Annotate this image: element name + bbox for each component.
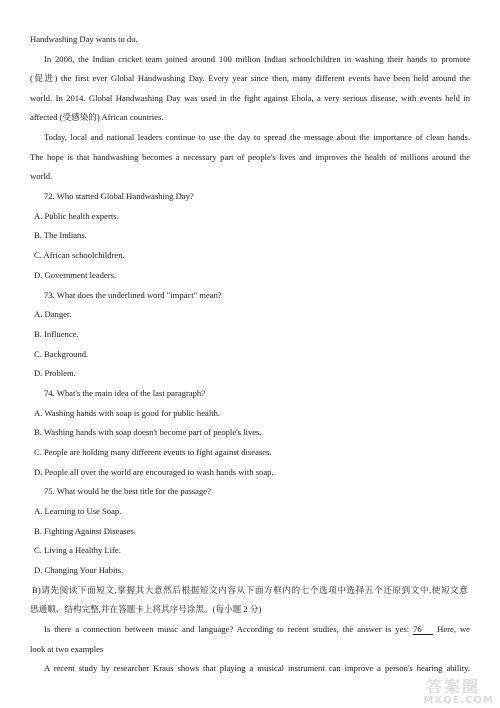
answer-option: C. Living a Healthy Life.	[34, 545, 121, 555]
answer-option: C. Background.	[34, 349, 89, 359]
paragraph-line: look at two examples	[30, 644, 104, 654]
watermark-url: MXQE.COM	[423, 695, 494, 706]
answer-option: C. African schoolchildren.	[34, 250, 125, 260]
paragraph-text: Is there a connection between music and language? According to recent studies, the answer is yes:	[44, 624, 410, 634]
answer-option: A. Learning to Use Soap.	[34, 506, 122, 516]
paragraph-line: The hope is that handwashing becomes a necessary part of people's lives and improves the health of millions around the	[30, 152, 470, 162]
answer-option: D. Government leaders.	[34, 270, 117, 280]
answer-option: D. People all over the world are encouraged to wash hands with soap.	[34, 467, 274, 477]
paragraph-line: In 2008, the Indian cricket team joined around 100 million Indian schoolchildren in washing their hands to promote	[44, 54, 470, 64]
answer-option: B. Influence.	[34, 329, 79, 339]
answer-blank: 76	[413, 624, 433, 635]
paragraph-line: world.	[30, 171, 53, 181]
question-stem: 74. What's the main idea of the last paragraph?	[44, 388, 206, 398]
question-stem: 73. What does the underlined word "impact" mean?	[44, 290, 222, 300]
watermark-text: 答案圈	[425, 677, 480, 696]
paragraph-line	[44, 624, 470, 635]
answer-option: A. Washing hands with soap is good for public health.	[34, 408, 221, 418]
paragraph-line: A recent study by researcher Kraus shows that playing a musical instrument can improve a person's hearing ability.	[44, 663, 470, 673]
paragraph-line: Handwashing Day wants to do.	[30, 34, 138, 44]
answer-option: A. Public health experts.	[34, 211, 119, 221]
answer-option: B. Fighting Against Diseases.	[34, 526, 136, 536]
paragraph-line: Today, local and national leaders continue to use the day to spread the message about the importance of clean hands.	[44, 132, 470, 142]
answer-option: C. People are holding many different events to fight against diseases.	[34, 447, 272, 457]
paragraph-text: Here, we	[437, 624, 470, 634]
answer-option: D. Problem.	[34, 368, 76, 378]
answer-option: B. Washing hands with soap doesn't become part of people's lives.	[34, 427, 262, 437]
section-b-instruction: 思通顺、结构完整,并在答题卡上将其序号涂黑。(每小题 2 分)	[30, 604, 262, 614]
question-stem: 75. What would be the best title for the passage?	[44, 486, 211, 496]
paragraph-line: world. In 2014. Global Handwashing Day was used in the fight against Ebola, a very serious disease, with events held in	[30, 93, 470, 103]
answer-option: D. Changing Your Habits.	[34, 565, 124, 575]
answer-option: A. Danger.	[34, 309, 72, 319]
question-stem: 72. Who started Global Handwashing Day?	[44, 191, 194, 201]
paragraph-line: affected (受感染的) African countries.	[30, 112, 164, 122]
answer-option: B. The Indians.	[34, 230, 87, 240]
section-b-instruction: B)请先阅读下面短文,掌握其大意然后根据短文内容从下面方框内的七个选项中选择五个还原到文中,使短文意	[32, 585, 468, 595]
paragraph-line: (促进) the first ever Global Handwashing Day. Every year since then, many different events have been held around the	[30, 73, 470, 83]
watermark-logo	[404, 674, 494, 706]
